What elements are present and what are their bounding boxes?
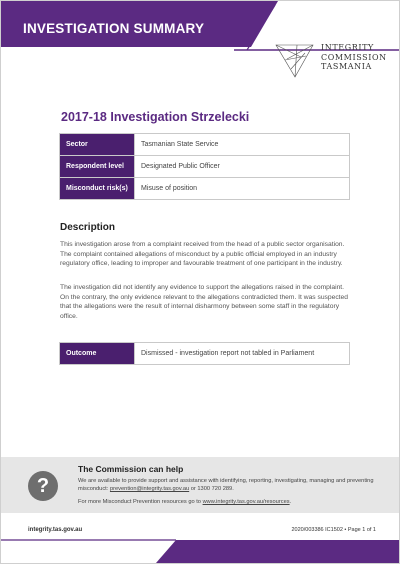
- resources-line: [78, 499, 291, 505]
- misconduct-risk-value: Misuse of position: [135, 178, 350, 200]
- sector-value: Tasmanian State Service: [135, 134, 350, 156]
- description-paragraph-2: The investigation did not identify any evidence to support the allegations raised in the complaint. On the contrary, the only evidence relevant to the allegations contradicted them. It was suspected that the allegations were the result of internal disharmony between some staff in the regulatory office.: [60, 284, 348, 320]
- resources-end: .: [289, 499, 292, 505]
- footer-band: [1, 539, 399, 563]
- help-body-or: or: [189, 486, 198, 492]
- question-mark-icon: ?: [28, 471, 58, 501]
- resources-text: For more Misconduct Prevention resources go to: [78, 499, 203, 505]
- page-header-title: INVESTIGATION SUMMARY: [23, 21, 205, 36]
- resources-link[interactable]: www.integrity.tas.gov.au/resources: [202, 499, 290, 505]
- prevention-email-link[interactable]: prevention@integrity.tas.gov.au: [109, 486, 190, 492]
- outcome-table: [59, 342, 350, 365]
- table-row: [60, 178, 350, 200]
- respondent-level-label: Respondent level: [60, 156, 135, 178]
- logo-line-3: TASMANIA: [321, 62, 372, 72]
- table-row: [60, 343, 350, 365]
- sector-label: Sector: [60, 134, 135, 156]
- outcome-value: Dismissed - investigation report not tabled in Parliament: [135, 343, 350, 365]
- help-body-text: We are available to provide support and assistance with identifying, reporting, investigating, managing and preventing misconduct:: [78, 478, 374, 492]
- logo-line-1: INTEGRITY: [321, 43, 374, 52]
- logo-wordmark: [321, 43, 387, 72]
- help-body: [78, 477, 378, 493]
- integrity-commission-logo: [273, 41, 385, 81]
- footer-website: integrity.tas.gov.au: [28, 527, 83, 533]
- help-body-end: .: [232, 486, 234, 492]
- help-title: The Commission can help: [78, 464, 184, 474]
- table-row: [60, 156, 350, 178]
- phone-number: 1300 720 289: [197, 486, 233, 492]
- footer-reference: 2020/003386 IC1502 • Page 1 of 1: [291, 527, 376, 533]
- document-title: 2017-18 Investigation Strzelecki: [61, 110, 250, 124]
- table-row: [60, 134, 350, 156]
- logo-line-2: COMMISSION: [321, 52, 387, 62]
- description-paragraph-1: This investigation arose from a complaint received from the head of a public sector organisation. The complaint contained allegations of misconduct by a public official employed in an industry regulatory office, leading to improper and favourable treatment of one participant in the industry.: [60, 241, 345, 267]
- description-heading: Description: [60, 222, 116, 233]
- outcome-label: Outcome: [60, 343, 135, 365]
- summary-table: [59, 133, 350, 200]
- logo-mark-icon: [273, 41, 317, 81]
- respondent-level-value: Designated Public Officer: [135, 156, 350, 178]
- misconduct-risk-label: Misconduct risk(s): [60, 178, 135, 200]
